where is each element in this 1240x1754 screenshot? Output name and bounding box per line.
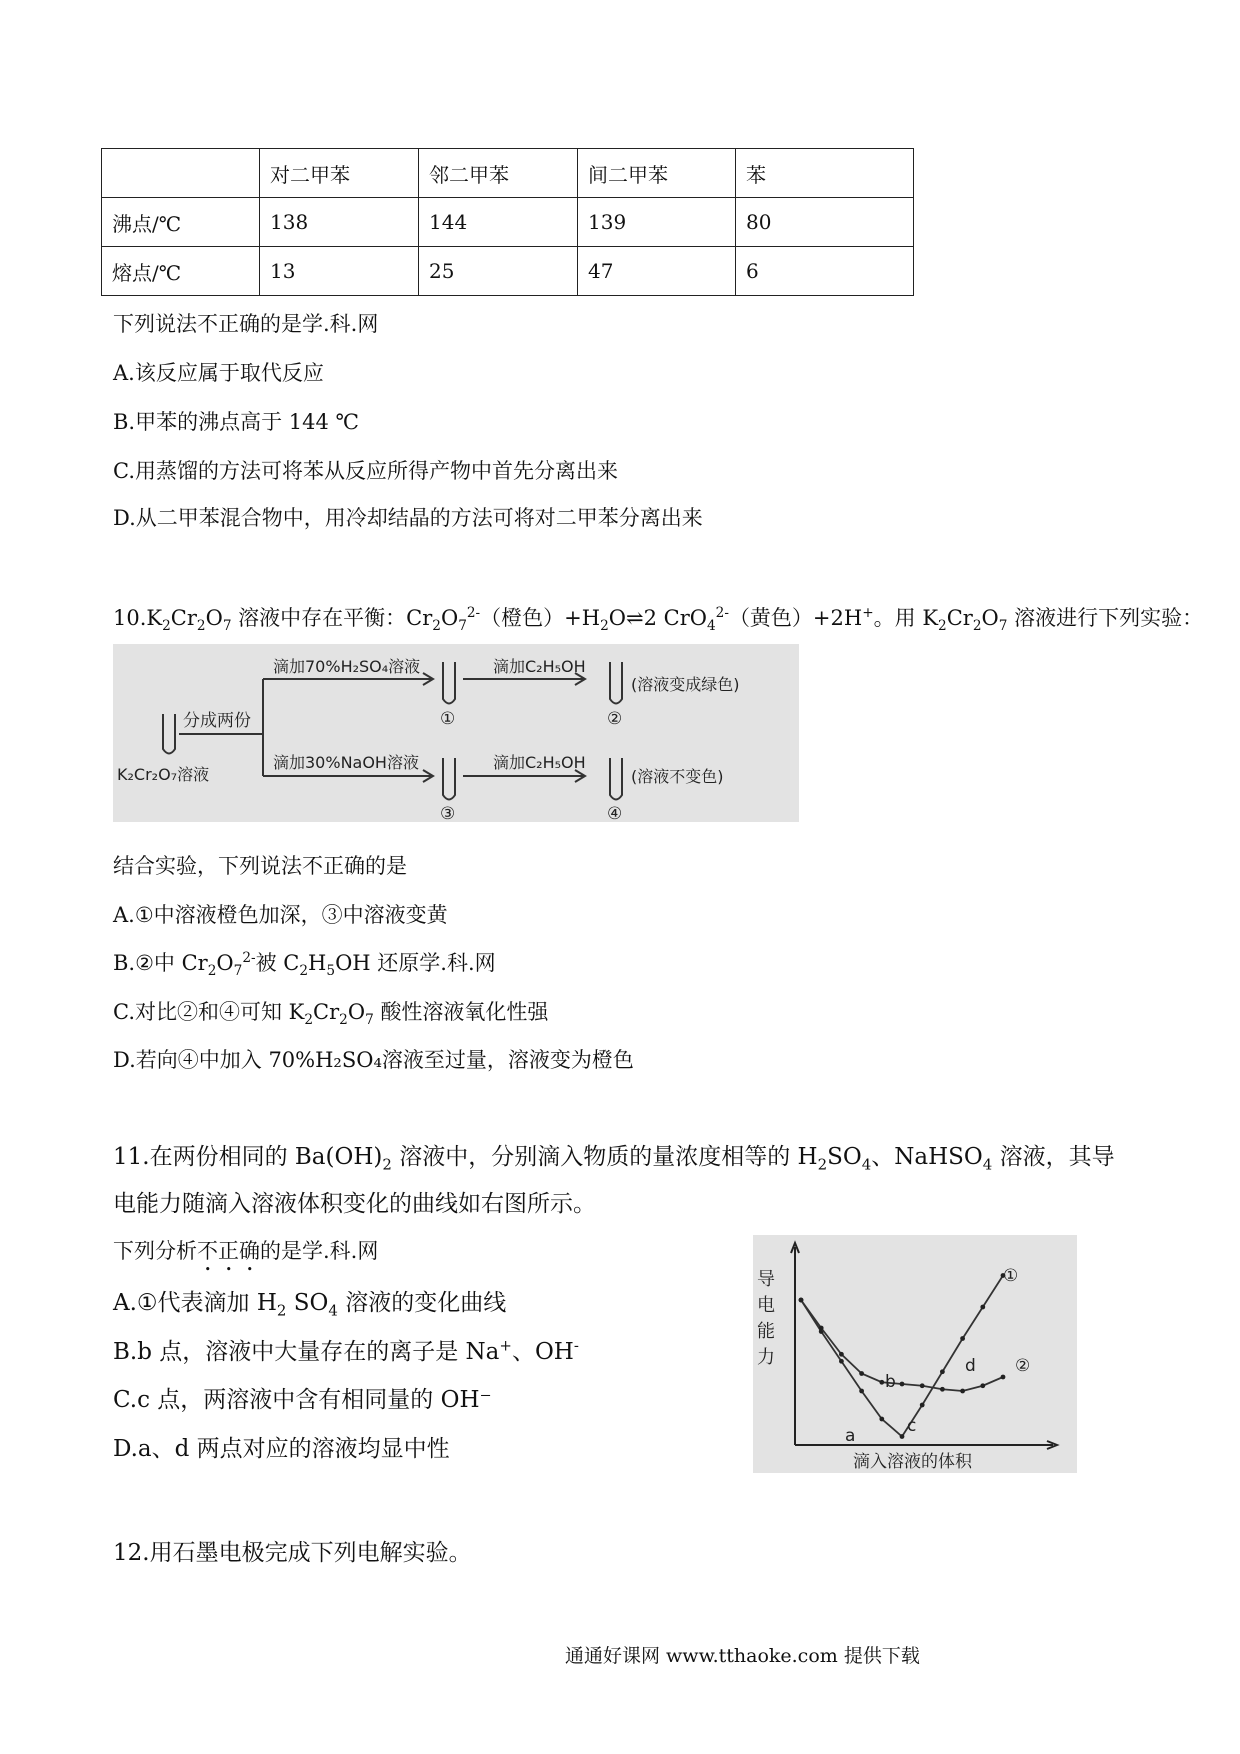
table-header-row: [102, 149, 914, 198]
q11-option-d: D.a、d 两点对应的溶液均显中性: [113, 1436, 450, 1462]
y-label-char: 力: [757, 1347, 775, 1368]
point-label-c: c: [907, 1416, 917, 1436]
point-label-d: d: [965, 1356, 976, 1376]
data-point: [859, 1371, 864, 1376]
data-point: [859, 1389, 864, 1394]
table-cell: 对二甲苯: [260, 149, 419, 198]
data-point: [960, 1336, 965, 1341]
data-point: [900, 1382, 905, 1387]
table-cell: 6: [736, 247, 914, 296]
tube-label-1: ①: [440, 709, 456, 729]
table-cell: 13: [260, 247, 419, 296]
x-axis-label: 滴入溶液的体积: [853, 1452, 972, 1472]
data-point: [799, 1298, 804, 1303]
data-point: [900, 1434, 905, 1439]
add-ethanol-label: 滴加C₂H₅OH: [493, 753, 586, 772]
y-label-char: 能: [757, 1321, 775, 1342]
data-point: [920, 1403, 925, 1408]
q10-option-c: C.对比②和④可知 $K_2Cr_2O_7$ 酸性溶液氧化性强: [113, 1000, 549, 1029]
q9-option-d: D.从二甲苯混合物中，用冷却结晶的方法可将对二甲苯分离出来: [113, 506, 703, 530]
point-label-b: b: [885, 1372, 896, 1392]
point-label-a: a: [845, 1426, 856, 1446]
stem-prefix: 下列分析: [113, 1239, 197, 1263]
table-cell: 苯: [736, 149, 914, 198]
q9-stem: 下列说法不正确的是学.科.网: [113, 312, 379, 336]
data-point: [940, 1369, 945, 1374]
q11-option-b: B.b 点，溶液中大量存在的离子是 Na+、OH-: [113, 1336, 579, 1365]
start-tube-label: K₂Cr₂O₇溶液: [117, 765, 210, 784]
table-row: [102, 198, 914, 247]
q9-option-c: C.用蒸馏的方法可将苯从反应所得产物中首先分离出来: [113, 459, 618, 483]
data-point: [839, 1359, 844, 1364]
data-point: [879, 1417, 884, 1422]
tube-label-4: ④: [607, 804, 623, 822]
q12-stem: 12.用石墨电极完成下列电解实验。: [113, 1540, 472, 1566]
add-naoh-label: 滴加30%NaOH溶液: [273, 753, 419, 772]
note-green: (溶液变成绿色): [631, 675, 740, 694]
q11-option-c: C.c 点，两溶液中含有相同量的 OH⁻: [113, 1387, 492, 1413]
q9-option-a: A.该反应属于取代反应: [113, 361, 324, 385]
table-cell: 熔点/℃: [102, 247, 260, 296]
q9-option-b: B.甲苯的沸点高于 144 ℃: [113, 410, 360, 434]
data-point: [940, 1387, 945, 1392]
tube-label-2: ②: [607, 709, 623, 729]
q11-stem-line3: [113, 1239, 378, 1276]
conductivity-graph: [753, 1235, 1077, 1473]
data-point: [980, 1305, 985, 1310]
table-cell: 144: [419, 198, 578, 247]
table-cell: 47: [578, 247, 736, 296]
data-point: [839, 1352, 844, 1357]
data-point: [1001, 1375, 1006, 1380]
table-cell: [102, 149, 260, 198]
conductivity-graph-svg: [753, 1235, 1077, 1473]
table-cell: 沸点/℃: [102, 198, 260, 247]
q10-stem: $10.K_2Cr_2O_7$ 溶液中存在平衡：$Cr_2O_7^{2-}$（橙色）$+H_2O\rightleftharpoons 2$ CrO$_4^{2-}$（黄色）+2H+。用 $K_2Cr_2O_7$ 溶液进行下列实验：: [113, 605, 1204, 635]
q11-option-a: A.①代表滴加 $H_2$ $SO_4$ 溶液的变化曲线: [113, 1290, 507, 1320]
table-cell: 80: [736, 198, 914, 247]
curve-label-2: ②: [1015, 1356, 1031, 1376]
add-h2so4-label: 滴加70%H₂SO₄溶液: [273, 657, 421, 676]
table-row: [102, 247, 914, 296]
table-cell: 25: [419, 247, 578, 296]
experiment-flow-svg: [113, 644, 799, 822]
curve-label-1: ①: [1003, 1266, 1019, 1286]
data-point: [920, 1383, 925, 1388]
y-label-char: 导: [757, 1269, 775, 1290]
option-c-tail: 酸性溶液氧化性强: [380, 1000, 549, 1024]
y-label-char: 电: [757, 1295, 775, 1316]
table-cell: 间二甲苯: [578, 149, 736, 198]
q10-stem-question: 结合实验，下列说法不正确的是: [113, 854, 407, 878]
data-point: [819, 1326, 824, 1331]
add-ethanol-label: 滴加C₂H₅OH: [493, 657, 586, 676]
q10-option-b: B.②中 $Cr_2O_7^{2-}$被 $C_2H_5OH$ 还原学.科.网: [113, 950, 496, 980]
data-point: [960, 1389, 965, 1394]
stem-suffix: 的是学.科.网: [260, 1239, 379, 1263]
note-same: (溶液不变色): [631, 767, 724, 786]
q10-option-a: A.①中溶液橙色加深，③中溶液变黄: [113, 903, 448, 927]
q11-stem-line1: 11.在两份相同的 $Ba(OH)_2$ 溶液中，分别滴入物质的量浓度相等的 $H_2SO_4$、NaHSO$_4$ 溶液，其导: [113, 1144, 1115, 1174]
emphasis-not-correct: 不正确: [197, 1239, 260, 1263]
q10-option-d: D.若向④中加入 70%H₂SO₄溶液至过量，溶液变为橙色: [113, 1048, 634, 1072]
table-cell: 邻二甲苯: [419, 149, 578, 198]
table-cell: 138: [260, 198, 419, 247]
experiment-diagram: [113, 644, 799, 822]
boiling-melting-table: [101, 148, 914, 296]
tube-label-3: ③: [440, 804, 456, 822]
data-point: [980, 1383, 985, 1388]
split-label: 分成两份: [183, 711, 251, 731]
data-point: [879, 1380, 884, 1385]
table-cell: 139: [578, 198, 736, 247]
question-number: 10.: [113, 606, 147, 630]
q11-stem-line2: 电能力随滴入溶液体积变化的曲线如右图所示。: [113, 1191, 596, 1217]
footer-credit: 通通好课网 www.tthaoke.com 提供下载: [565, 1645, 920, 1667]
